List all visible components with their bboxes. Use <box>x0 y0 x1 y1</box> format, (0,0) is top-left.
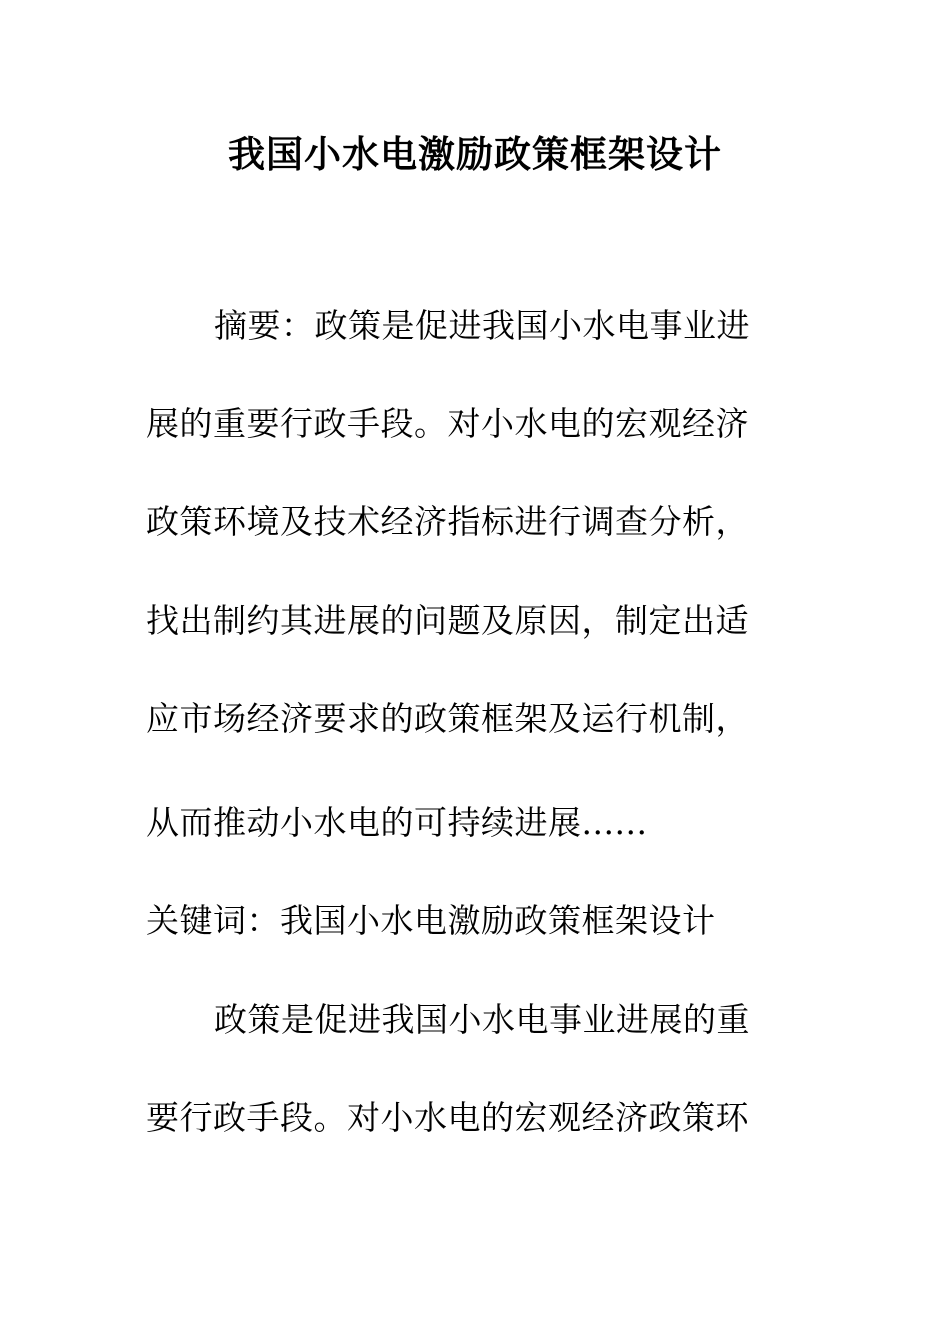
abstract-line-3: 政策环境及技术经济指标进行调查分析， <box>146 502 749 541</box>
document-title: 我国小水电激励政策框架设计 <box>228 132 722 176</box>
abstract-line-5: 应市场经济要求的政策框架及运行机制， <box>146 699 749 738</box>
abstract-line-1: 摘要：政策是促进我国小水电事业进 <box>214 306 750 345</box>
abstract-line-4: 找出制约其进展的问题及原因，制定出适 <box>146 601 749 640</box>
body-line-1: 政策是促进我国小水电事业进展的重 <box>214 1000 750 1039</box>
abstract-line-6: 从而推动小水电的可持续进展...... <box>146 803 648 842</box>
abstract-line-2: 展的重要行政手段。对小水电的宏观经济 <box>146 404 749 443</box>
body-line-2: 要行政手段。对小水电的宏观经济政策环 <box>146 1098 749 1137</box>
keywords-line: 关键词：我国小水电激励政策框架设计 <box>146 901 716 940</box>
